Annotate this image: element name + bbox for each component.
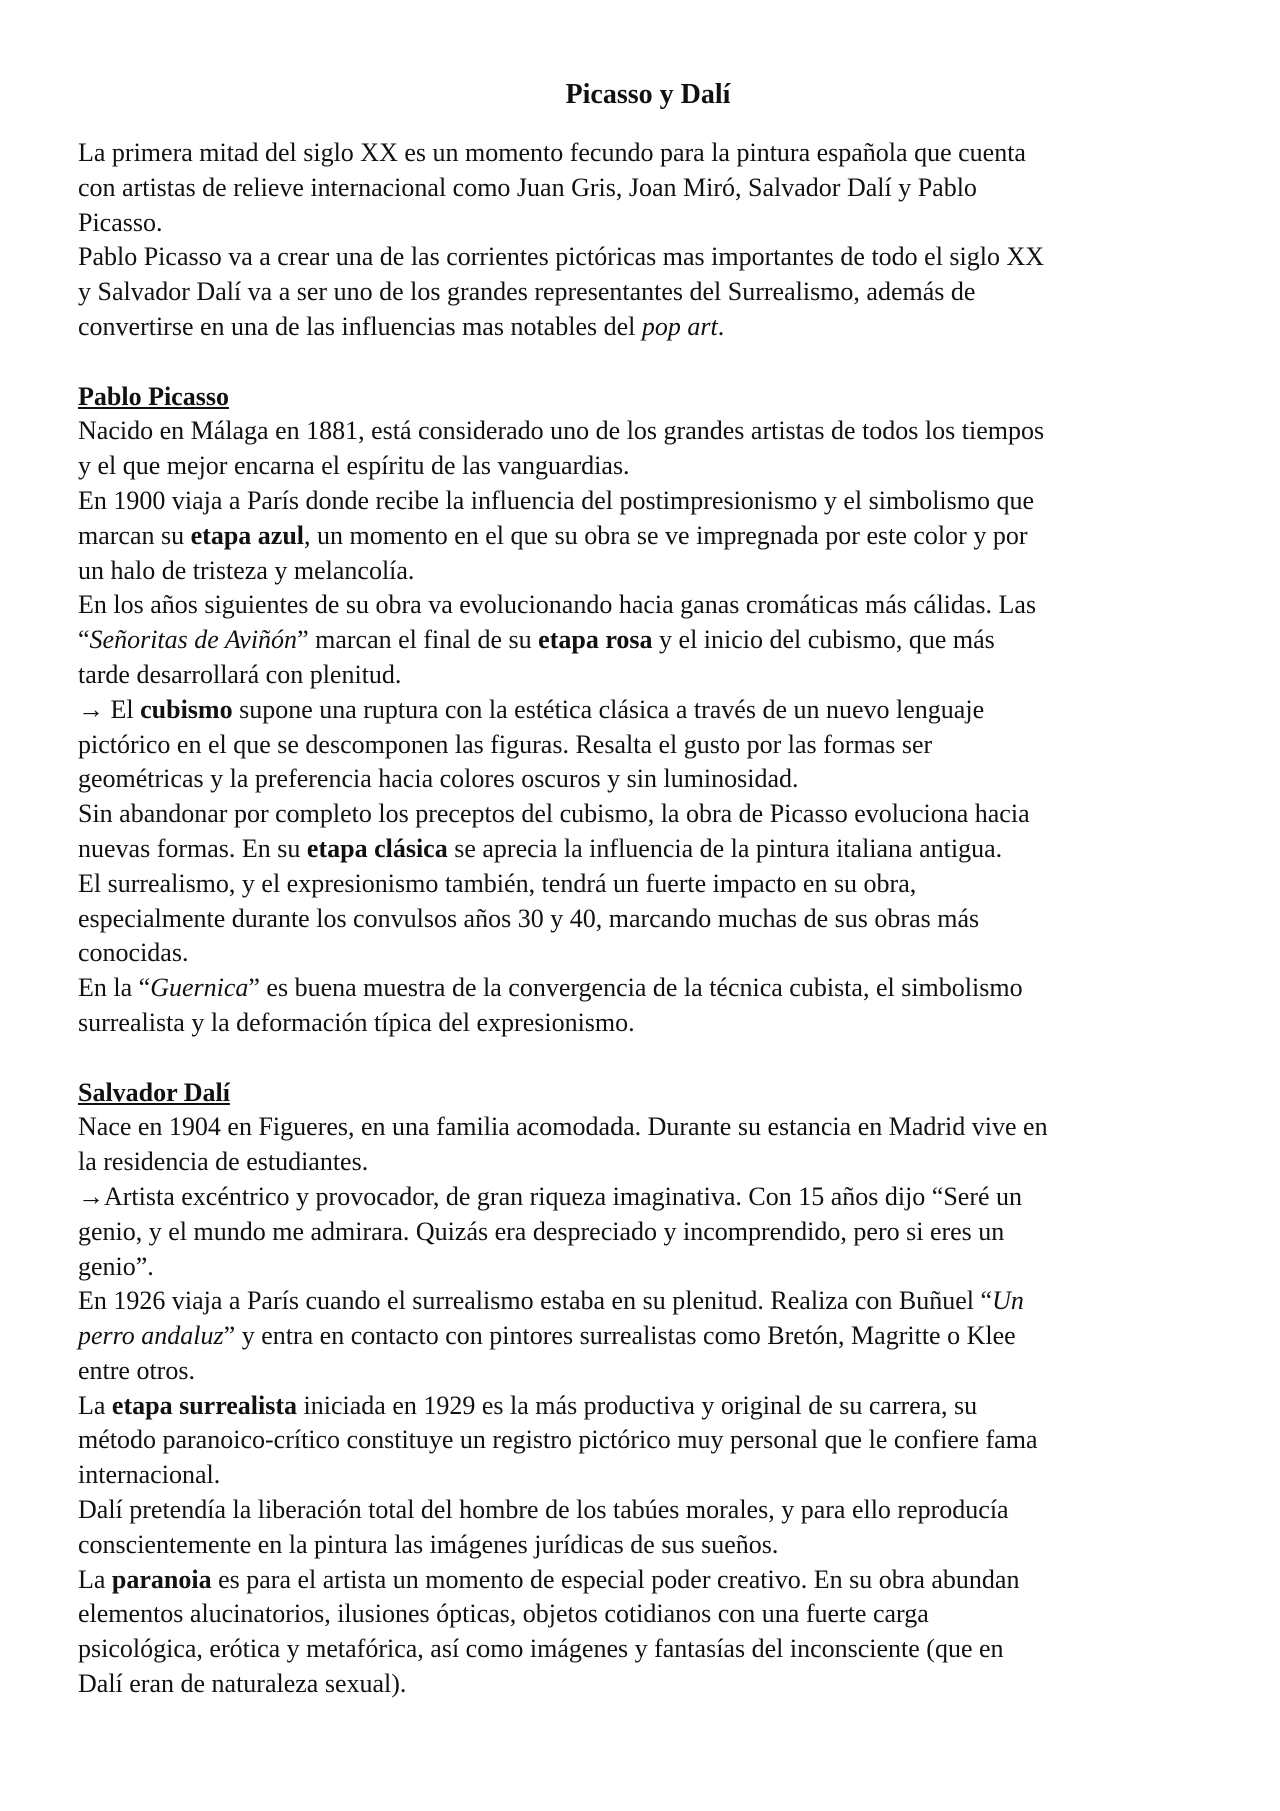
section-paragraph: [78, 414, 1218, 484]
text-run: ” y entra en contacto con pintores surrealistas como Bretón, Magritte o Klee entre otros.: [78, 1321, 1016, 1385]
bold-text: etapa surrealista: [111, 1390, 298, 1420]
section-paragraph: [78, 693, 1218, 797]
text-run: La: [78, 1564, 112, 1594]
text-run: Pablo Picasso va a crear una de las corrientes pictóricas mas importantes de todo el siglo XX y Salvador Dalí va a ser uno de los grandes representantes del Surrealismo, además de convertirse en una de las influencias mas notables del: [78, 242, 1045, 341]
text-run: En la “: [78, 973, 151, 1003]
bold-text: etapa clásica: [306, 833, 448, 863]
blank-line: [78, 1041, 1218, 1076]
section-paragraph: [78, 1389, 1218, 1493]
text-run: y el inicio del cubismo, que más tarde desarrollará con plenitud.: [78, 625, 995, 689]
section-paragraph: [78, 1180, 1218, 1284]
bold-text: etapa azul: [190, 520, 305, 550]
text-run: En 1926 viaja a París cuando el surrealismo estaba en su plenitud. Realiza con Buñuel “: [78, 1286, 993, 1316]
text-run: se aprecia la influencia de la pintura italiana antigua.: [447, 833, 1003, 863]
section-paragraph: [78, 867, 1218, 971]
text-run: supone una ruptura con la estética clásica a través de un nuevo lenguaje pictórico en el que se descomponen las figuras. Resalta el gusto por las formas ser geométricas y la preferencia hacia colores oscuros y sin luminosidad.: [78, 694, 985, 794]
document-page: [78, 78, 1218, 1702]
document-title: Picasso y Dalí: [565, 79, 731, 110]
text-run: En 1900 viaja a París donde recibe la influencia del postimpresionismo y el simbolismo que marcan su: [78, 485, 1035, 550]
text-run: Sin abandonar por completo los preceptos del cubismo, la obra de Picasso evoluciona hacia nuevas formas. En su: [78, 799, 1030, 863]
text-run: .: [717, 311, 725, 341]
text-run: es para el artista un momento de especial poder creativo. En su obra abundan elementos alucinatorios, ilusiones ópticas, objetos cotidianos con una fuerte carga psicológica, erótica y metafórica, así como imágenes y fantasías del inconsciente (que en Dalí eran de naturaleza sexual).: [78, 1564, 1020, 1699]
section-paragraph: [78, 797, 1218, 867]
section-paragraph: [78, 484, 1218, 588]
intro-paragraph: [78, 240, 1218, 344]
section-heading: Salvador Dalí: [78, 1077, 230, 1107]
blank-line: [78, 345, 1218, 380]
text-run: → El: [78, 694, 141, 724]
bold-text: cubismo: [140, 694, 233, 724]
intro-paragraph: [78, 136, 1218, 240]
text-run: iniciada en 1929 es la más productiva y original de su carrera, su método paranoico-crítico constituye un registro pictórico muy personal que le confiere fama internacional.: [78, 1390, 1038, 1490]
section-paragraph: [78, 1110, 1218, 1180]
text-run: Dalí pretendía la liberación total del hombre de los tabúes morales, y para ello reproducía conscientemente en la pintura las imágenes jurídicas de sus sueños.: [78, 1495, 1009, 1559]
section-heading: Pablo Picasso: [78, 381, 229, 411]
italic-text: pop art: [641, 311, 718, 341]
italic-text: Guernica: [150, 973, 249, 1003]
document-body: [78, 136, 1218, 1702]
italic-text: Señoritas de Aviñón: [89, 625, 298, 655]
section-paragraph: [78, 588, 1218, 692]
text-run: ” marcan el final de su: [297, 625, 539, 655]
text-run: →Artista excéntrico y provocador, de gran riqueza imaginativa. Con 15 años dijo “Seré un genio, y el mundo me admirara. Quizás era despreciado y incomprendido, pero si eres un genio”.: [78, 1181, 1023, 1281]
text-run: La: [78, 1390, 112, 1420]
italic-text: Un perro andaluz: [78, 1286, 1024, 1351]
bold-text: paranoia: [111, 1564, 212, 1594]
section-paragraph: [78, 1563, 1218, 1702]
bold-text: etapa rosa: [538, 625, 653, 655]
text-run: Nacido en Málaga en 1881, está considerado uno de los grandes artistas de todos los tiempos y el que mejor encarna el espíritu de las vanguardias.: [78, 416, 1045, 481]
text-run: ” es buena muestra de la convergencia de la técnica cubista, el simbolismo surrealista y la deformación típica del expresionismo.: [78, 973, 1023, 1037]
section-paragraph: [78, 1284, 1218, 1388]
section-paragraph: [78, 971, 1218, 1041]
text-run: , un momento en el que su obra se ve impregnada por este color y por un halo de tristeza y melancolía.: [78, 520, 1028, 585]
text-run: El surrealismo, y el expresionismo también, tendrá un fuerte impacto en su obra, especialmente durante los convulsos años 30 y 40, marcando muchas de sus obras más conocidas.: [78, 868, 980, 968]
section-paragraph: [78, 1493, 1218, 1563]
text-run: La primera mitad del siglo XX es un momento fecundo para la pintura española que cuenta con artistas de relieve internacional como Juan Gris, Joan Miró, Salvador Dalí y Pablo Picasso.: [78, 138, 1026, 237]
text-run: En los años siguientes de su obra va evolucionando hacia ganas cromáticas más cálidas. Las “: [78, 590, 1037, 655]
text-run: Nace en 1904 en Figueres, en una familia acomodada. Durante su estancia en Madrid vive en la residencia de estudiantes.: [78, 1112, 1048, 1177]
